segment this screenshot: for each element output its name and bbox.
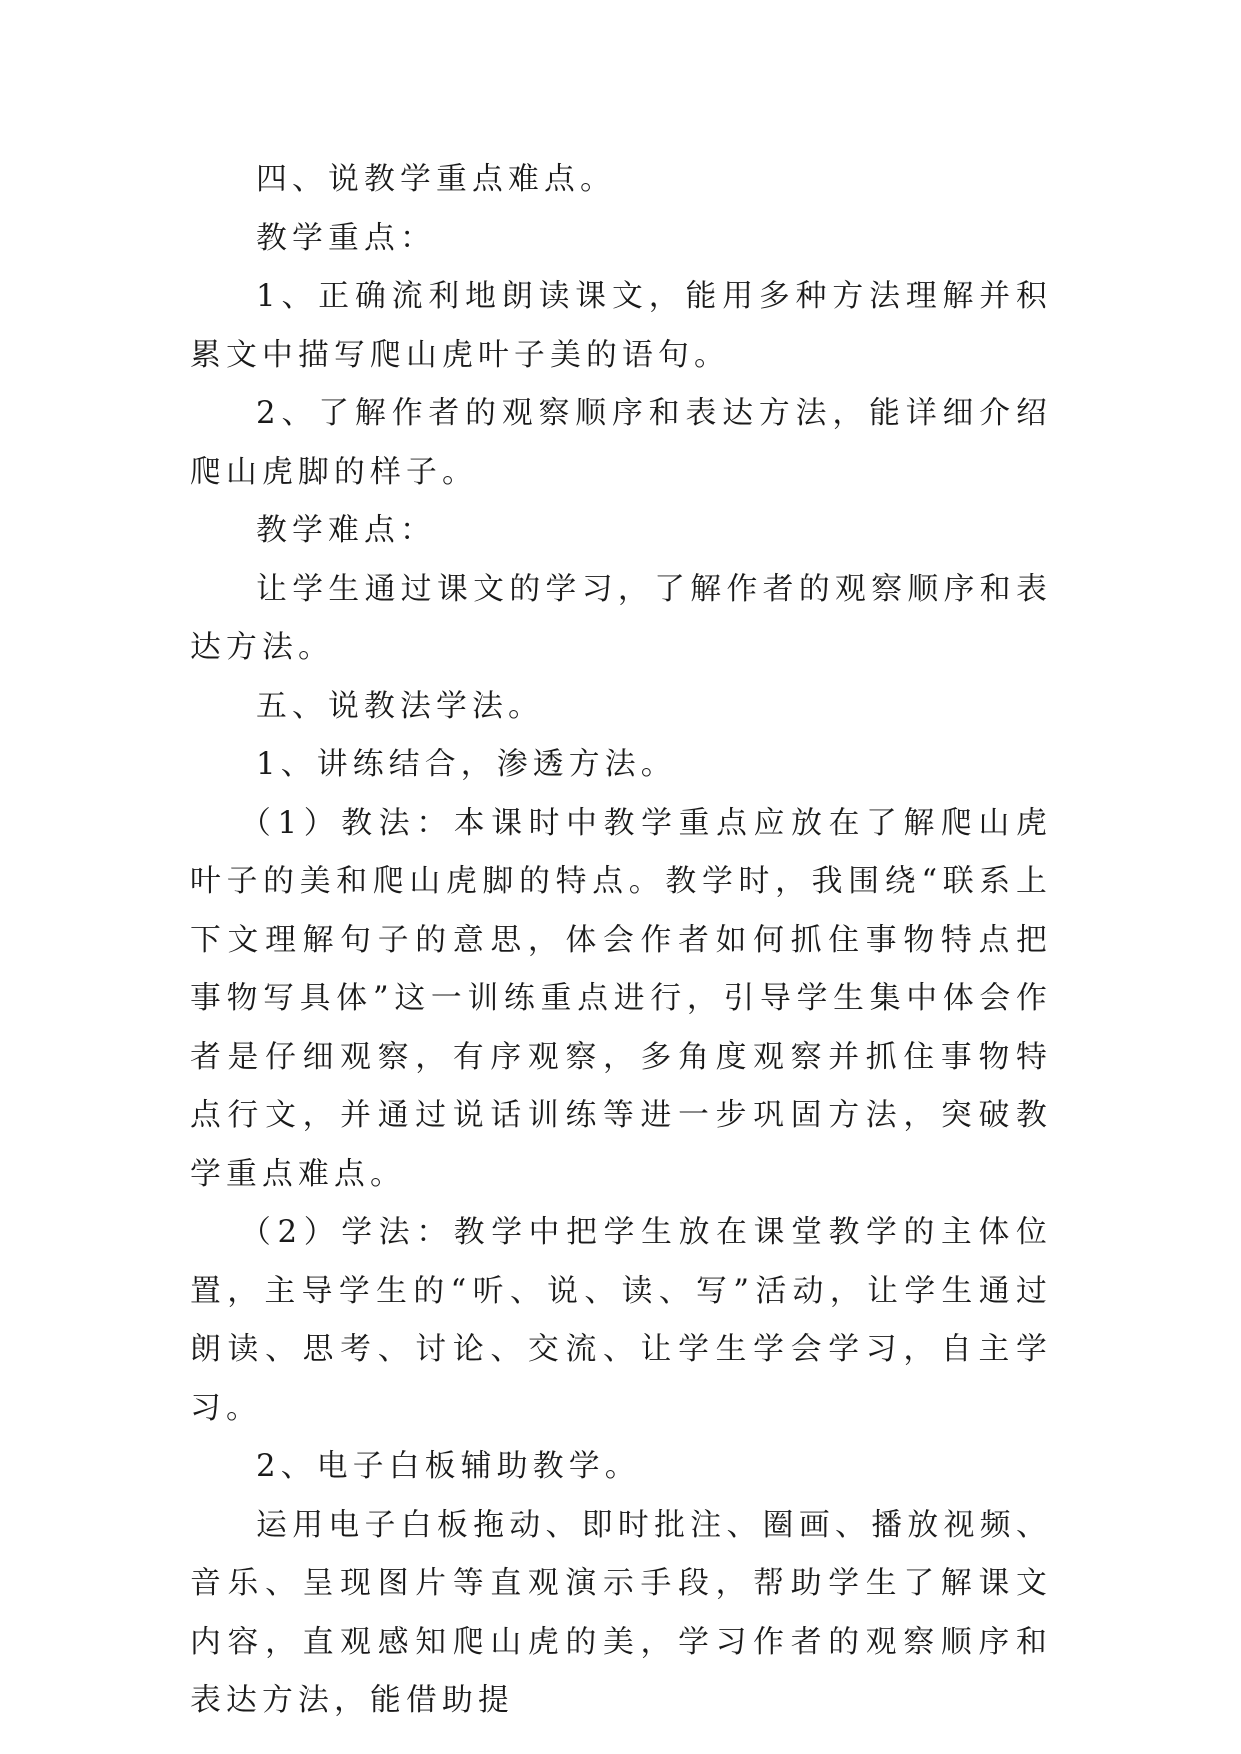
- method-sub-1: （1）教法：本课时中教学重点应放在了解爬山虎叶子的美和爬山虎脚的特点。教学时，我围绕“联系上下文理解句子的意思，体会作者如何抓住事物特点把事物写具体”这一训练重点进行，引导学生集中体会作者是仔细观察，有序观察，多角度观察并抓住事物特点行文，并通过说话训练等进一步巩固方法，突破教学重点难点。: [190, 804, 1052, 1192]
- subheading-teaching-focus: 教学重点：: [256, 219, 436, 256]
- method-item-2: 2、电子白板辅助教学。: [256, 1448, 641, 1484]
- document-body: [190, 150, 1052, 1730]
- section-heading-four: 四、说教学重点难点。: [256, 161, 616, 197]
- method-item-1: 1、讲练结合，渗透方法。: [256, 746, 677, 782]
- method-sub-2: （2）学法：教学中把学生放在课堂教学的主体位置，主导学生的“听、说、读、写”活动，让学生通过朗读、思考、讨论、交流、让学生学会学习，自主学习。: [190, 1214, 1052, 1426]
- whiteboard-text: 运用电子白板拖动、即时批注、圈画、播放视频、音乐、呈现图片等直观演示手段，帮助学生了解课文内容，直观感知爬山虎的美，学习作者的观察顺序和表达方法，能借助提: [190, 1506, 1052, 1718]
- focus-item-1: 1、正确流利地朗读课文，能用多种方法理解并积累文中描写爬山虎叶子美的语句。: [190, 278, 1052, 373]
- focus-item-2: 2、了解作者的观察顺序和表达方法，能详细介绍爬山虎脚的样子。: [190, 395, 1052, 490]
- subheading-teaching-difficulty: 教学难点：: [256, 512, 436, 548]
- section-heading-five: 五、说教法学法。: [256, 687, 544, 724]
- difficulty-text: 让学生通过课文的学习，了解作者的观察顺序和表达方法。: [190, 570, 1052, 665]
